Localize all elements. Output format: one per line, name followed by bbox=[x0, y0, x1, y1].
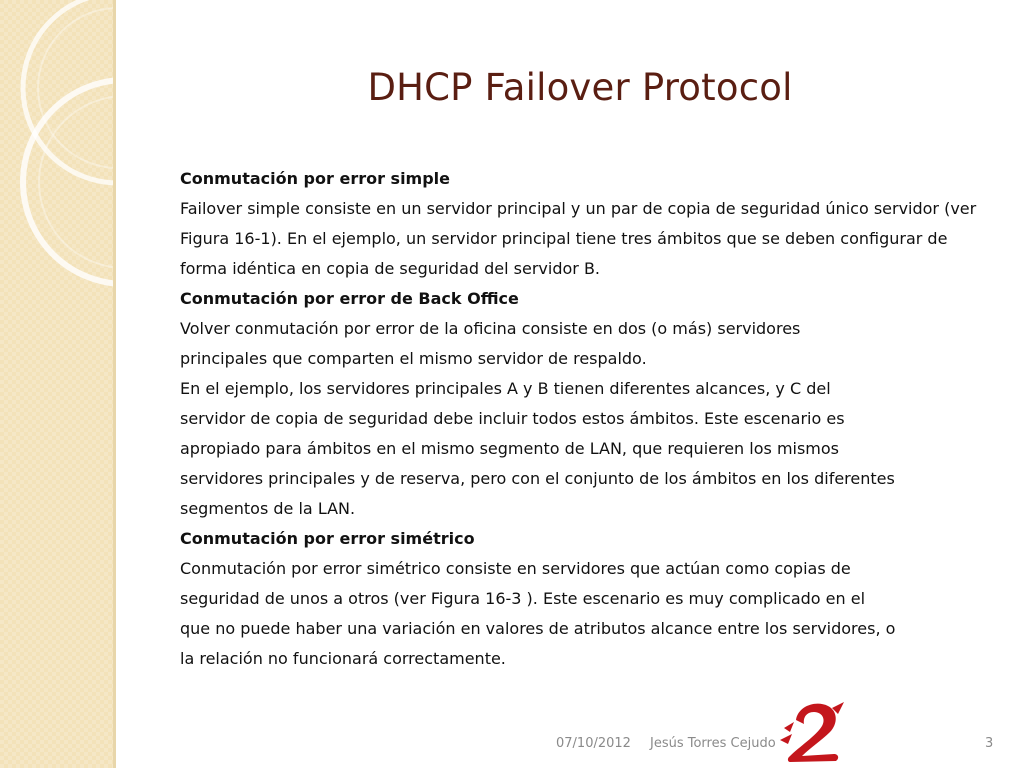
body-line: Volver conmutación por error de la oficina consiste en dos (o más) servidores bbox=[180, 319, 801, 338]
slide-title: DHCP Failover Protocol bbox=[367, 66, 793, 109]
body-line: servidores principales y de reserva, pero con el conjunto de los ámbitos en los diferentes bbox=[180, 469, 895, 488]
footer-date: 07/10/2012 bbox=[556, 736, 631, 751]
section-heading: Conmutación por error simple bbox=[180, 169, 451, 188]
footer-page-number: 3 bbox=[985, 736, 994, 751]
body-line: Figura 16-1). En el ejemplo, un servidor principal tiene tres ámbitos que se deben configurar de bbox=[180, 229, 948, 248]
section-heading: Conmutación por error simétrico bbox=[180, 529, 475, 548]
dragon-2-logo-icon bbox=[776, 698, 848, 766]
body-line: Failover simple consiste en un servidor principal y un par de copia de seguridad único servidor (ver bbox=[180, 199, 977, 218]
side-panel-edge bbox=[113, 0, 116, 768]
decorative-rings-icon bbox=[0, 0, 113, 768]
body-line: que no puede haber una variación en valores de atributos alcance entre los servidores, o bbox=[180, 619, 896, 638]
body-line: apropiado para ámbitos en el mismo segmento de LAN, que requieren los mismos bbox=[180, 439, 840, 458]
body-line: forma idéntica en copia de seguridad del servidor B. bbox=[180, 259, 600, 278]
decorative-side-panel bbox=[0, 0, 113, 768]
body-line: Conmutación por error simétrico consiste en servidores que actúan como copias de bbox=[180, 559, 851, 578]
section-heading: Conmutación por error de Back Office bbox=[180, 289, 519, 308]
body-line: seguridad de unos a otros (ver Figura 16-3 ). Este escenario es muy complicado en el bbox=[180, 589, 866, 608]
slide-body bbox=[180, 164, 1010, 674]
body-line: En el ejemplo, los servidores principales A y B tienen diferentes alcances, y C del bbox=[180, 379, 831, 398]
footer-author: Jesús Torres Cejudo bbox=[650, 736, 776, 751]
body-line: la relación no funcionará correctamente. bbox=[180, 649, 506, 668]
body-line: segmentos de la LAN. bbox=[180, 499, 356, 518]
body-line: servidor de copia de seguridad debe incluir todos estos ámbitos. Este escenario es bbox=[180, 409, 845, 428]
body-line: principales que comparten el mismo servidor de respaldo. bbox=[180, 349, 647, 368]
